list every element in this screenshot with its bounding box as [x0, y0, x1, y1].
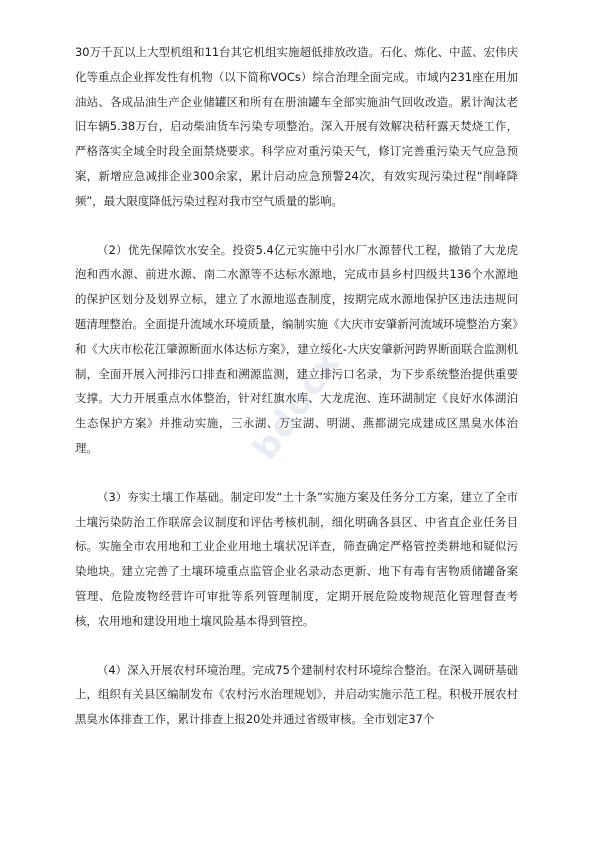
paragraph-rural-environment: （4）深入开展农村环境治理。完成75个建制村农村环境综合整治。在深入调研基础上，组织有关县区编制发布《农村污水治理规划》，并启动实施示范工程。积极开展农村黑臭水体排查工作，累计排查上报20处并通过省级审核。全市划定37个 [75, 662, 518, 727]
paragraph-soil: （3）夯实土壤工作基础。制定印发“土十条”实施方案及任务分工方案，建立了全市土壤污染防治工作联席会议制度和评估考核机制，细化明确各县区、中省直企业任务目标。实施全市农用地和工业企业用地土壤状况详查，筛查确定严格管控类耕地和疑似污染地块。建立完善了土壤环境重点监管企业名录动态更新、地下有毒有害物质储罐备案管理、危险废物经营许可审批等系列管理制度，定期开展危险废物规范化管理督查考核，农用地和建设用地土壤风险基本得到管控。 [75, 489, 518, 628]
watermark: bdocx [245, 342, 350, 468]
paragraph-drinking-water: （2）优先保障饮水安全。投资5.4亿元实施中引水厂水源替代工程，撤销了大龙虎泡和西水源、前进水源、南二水源等不达标水源地，完成市县乡村四级共136个水源地的保护区划分及划界立标，建立了水源地巡查制度，按期完成水源地保护区违法违规问题清理整治。全面提升流域水环境质量，编制实施《大庆市安肇新河流域环境整治方案》和《大庆市松花江肇源断面水体达标方案》，建立绥化-大庆安肇新河跨界断面联合监测机制，全面开展入河排污口排查和溯源监测，建立排污口名录，为下步系统整治提供重要支撑。大力开展重点水体整治，针对红旗水库、大龙虎泡、连环湖制定《良好水体湖泊生态保护方案》并推动实施，三永湖、万宝湖、明湖、燕都湖完成建成区黑臭水体治理。 [75, 242, 518, 455]
paragraph-air-pollution-continued: 30万千瓦以上大型机组和11台其它机组实施超低排放改造。石化、炼化、中蓝、宏伟庆化等重点企业挥发性有机物（以下简称VOCs）综合治理全面完成。市域内231座在用加油站、各成品油生产企业储罐区和所有在册油罐车全部实施油气回收改造。累计淘汰老旧车辆5.38万台，启动柴油货车污染专项整治。深入开展有效解决秸秆露天焚烧工作，严格落实全域全时段全面禁烧要求。科学应对重污染天气，修订完善重污染天气应急预案，新增应急减排企业300余家，累计启动应急预警24次，有效实现污染过程“削峰降频”，最大限度降低污染过程对我市空气质量的影响。 [75, 45, 518, 208]
paragraph-spacer [75, 214, 518, 238]
document-body [75, 40, 518, 732]
paragraph-spacer [75, 634, 518, 658]
paragraph-spacer [75, 461, 518, 485]
